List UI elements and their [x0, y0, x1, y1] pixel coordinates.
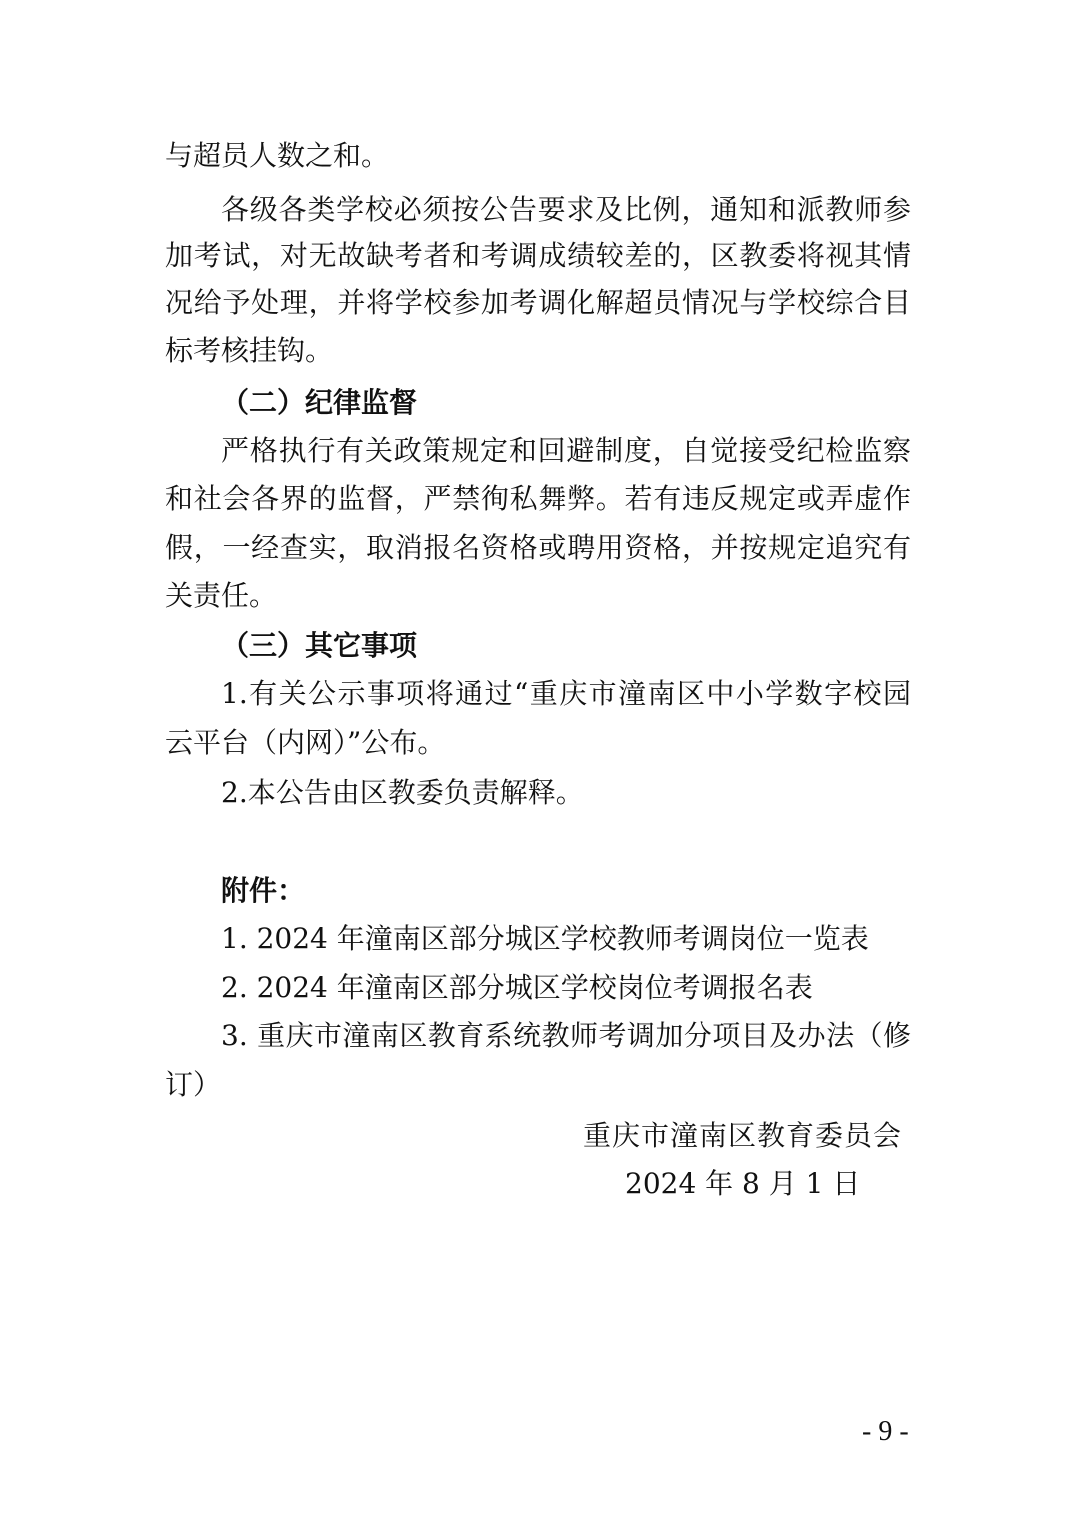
attachment-item-continuation: 订） [165, 1068, 222, 1101]
paragraph-line: 加考试，对无故缺考者和考调成绩较差的，区教委将视其情 [165, 239, 911, 272]
paragraph-line: 况给予处理，并将学校参加考调化解超员情况与学校综合目 [165, 286, 911, 319]
paragraph-line: 严格执行有关政策规定和回避制度，自觉接受纪检监察 [221, 434, 911, 467]
issuing-organization: 重庆市潼南区教育委员会 [583, 1119, 903, 1152]
attachment-item: 3. 重庆市潼南区教育系统教师考调加分项目及办法（修 [221, 1019, 911, 1052]
paragraph-line: 各级各类学校必须按公告要求及比例，通知和派教师参 [221, 193, 911, 226]
paragraph-line: 2.本公告由区教委负责解释。 [221, 776, 584, 809]
attachments-heading: 附件： [221, 874, 306, 907]
page-number: - 9 - [862, 1416, 909, 1447]
paragraph-line: 关责任。 [165, 579, 278, 612]
attachment-item: 2. 2024 年潼南区部分城区学校岗位考调报名表 [221, 971, 813, 1004]
paragraph-line: 1.有关公示事项将通过“重庆市潼南区中小学数字校园 [221, 677, 911, 710]
section-heading-other-matters: （三）其它事项 [221, 629, 418, 662]
paragraph-line: 标考核挂钩。 [165, 334, 334, 367]
paragraph-line: 云平台（内网）”公布。 [165, 726, 446, 759]
paragraph-line: 与超员人数之和。 [165, 139, 390, 172]
paragraph-line: 假，一经查实，取消报名资格或聘用资格，并按规定追究有 [165, 531, 911, 564]
section-heading-discipline: （二）纪律监督 [221, 386, 418, 419]
paragraph-line: 和社会各界的监督，严禁徇私舞弊。若有违反规定或弄虚作 [165, 482, 911, 515]
attachment-item: 1. 2024 年潼南区部分城区学校教师考调岗位一览表 [221, 922, 869, 955]
issue-date: 2024 年 8 月 1 日 [625, 1167, 861, 1200]
